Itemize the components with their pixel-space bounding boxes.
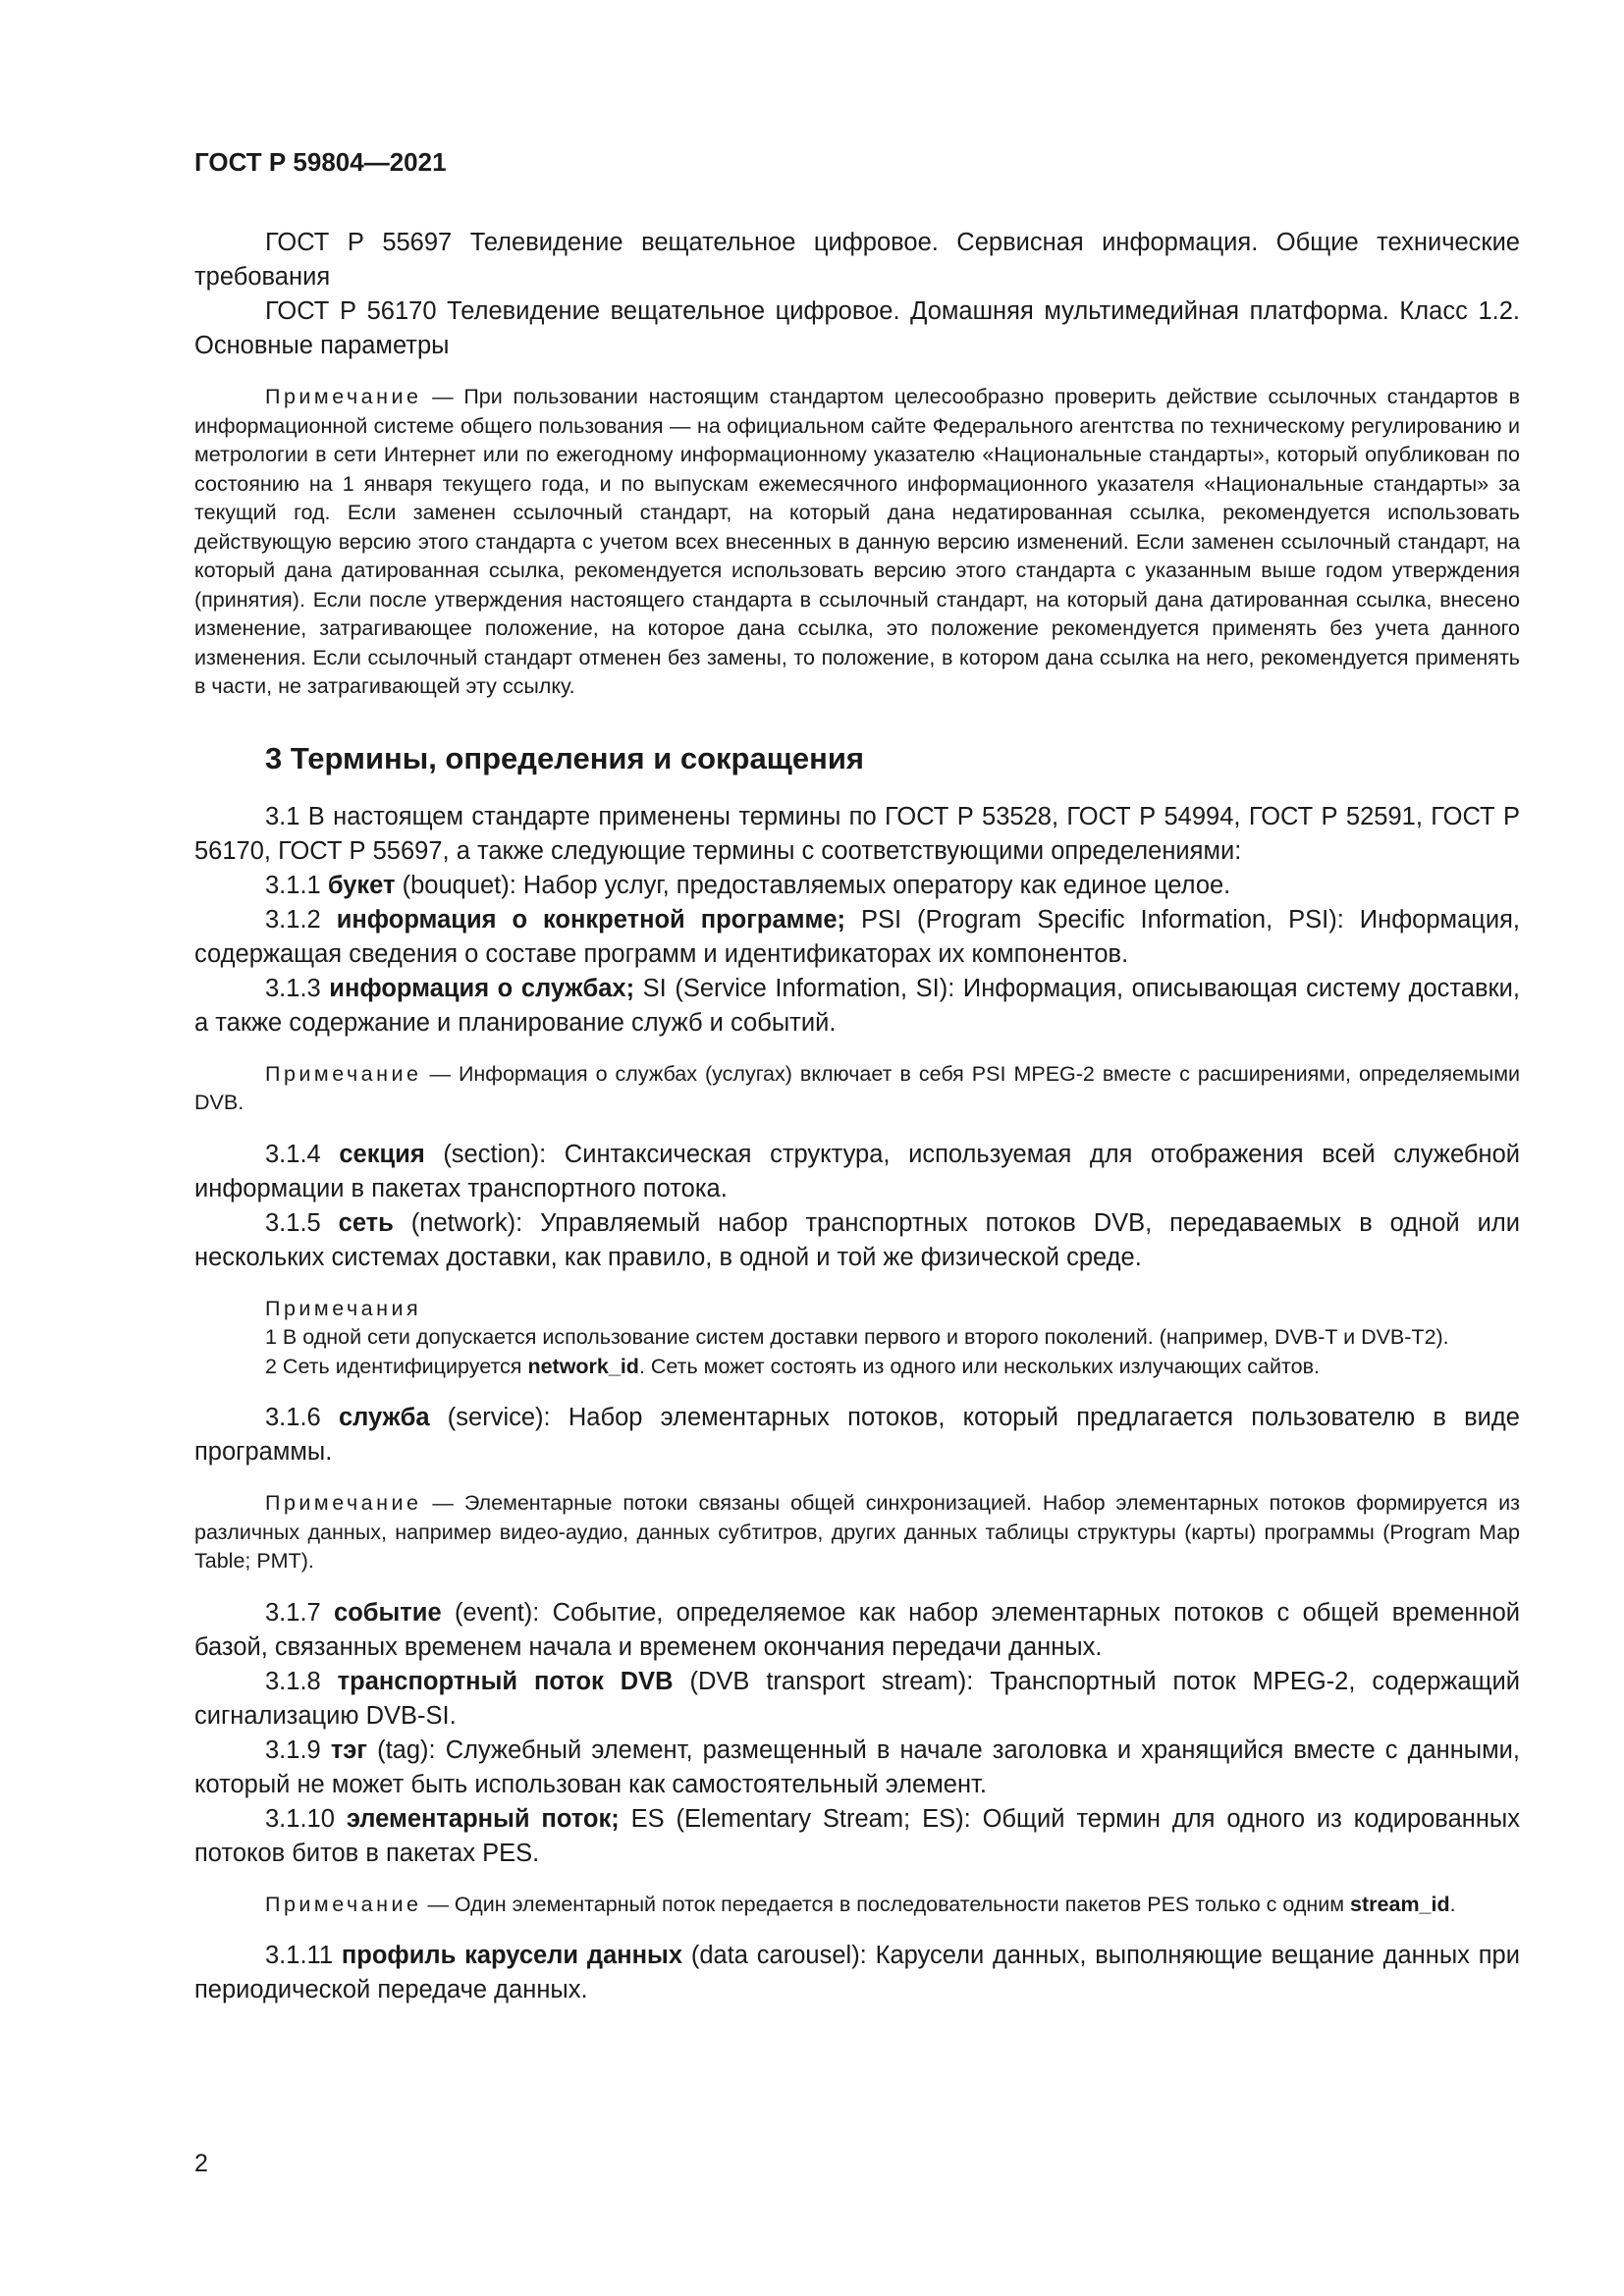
term-3-1-2	[194, 903, 1520, 972]
page-number: 2	[194, 2150, 208, 2177]
term-definition: (network): Управляемый набор транспортных потоков DVB, передаваемых в одной или нескольких системах доставки, как правило, в одной и той же физической среде.	[194, 1208, 1520, 1271]
term-number: 3.1.11	[265, 1942, 334, 1969]
term-definition: PSI (Program Specific Information, PSI): Информация, содержащая сведения о составе программ и идентификаторах их компонентов.	[194, 905, 1520, 968]
term-definition: (data carousel): Карусели данных, выполняющие вещание данных при периодической передаче данных.	[194, 1942, 1520, 2003]
term-3-1-8	[194, 1665, 1520, 1734]
term-name: событие	[334, 1598, 442, 1627]
note-text: — Элементарные потоки связаны общей синхронизацией. Набор элементарных потоков формируется из различных данных, например видео-аудио, данных субтитров, других данных таблицы структуры (карты) программы (Program Map Table; PMT).	[194, 1491, 1520, 1573]
term-definition: ES (Elementary Stream; ES): Общий термин для одного из кодированных потоков битов в пакетах PES.	[194, 1804, 1520, 1867]
term-definition: SI (Service Information, SI): Информация, описывающая систему доставки, а также содержание и планирование служб и событий.	[194, 974, 1520, 1037]
note-text: — Один элементарный поток передается в последовательности пакетов PES только с одним	[427, 1892, 1351, 1916]
note-code: stream_id	[1350, 1892, 1450, 1916]
term-name: букет	[327, 871, 396, 899]
term-number: 3.1.1	[265, 871, 321, 899]
notes-label-text: Примечания	[265, 1296, 422, 1320]
term-3-1-7	[194, 1596, 1520, 1665]
term-3-1-1	[194, 869, 1520, 903]
document-code-header: ГОСТ Р 59804—2021	[194, 147, 447, 177]
reference-gost-55697: ГОСТ Р 55697 Телевидение вещательное цифровое. Сервисная информация. Общие технические требования	[194, 229, 1520, 291]
term-3-1-6	[194, 1401, 1520, 1469]
note-3-1-3	[194, 1060, 1520, 1118]
term-3-1-5	[194, 1206, 1520, 1275]
note-3-1-5-2	[194, 1353, 1520, 1382]
note-3-1-10	[194, 1891, 1520, 1920]
note-text: — Информация о службах (услугах) включает в себя PSI MPEG-2 вместе с расширениями, определяемыми DVB.	[194, 1061, 1520, 1114]
term-name: профиль карусели данных	[341, 1942, 683, 1969]
term-name: транспортный поток DVB	[337, 1667, 674, 1695]
notes-label	[194, 1295, 1520, 1324]
term-number: 3.1.7	[265, 1598, 321, 1627]
note-label: Примечание	[265, 385, 422, 408]
term-name: информация о службах;	[329, 974, 635, 1002]
term-definition: (DVB transport stream): Транспортный поток MPEG-2, содержащий сигнализацию DVB-SI.	[194, 1667, 1520, 1730]
page-content	[194, 226, 1520, 2007]
term-number: 3.1.6	[265, 1404, 321, 1431]
term-3-1-11	[194, 1939, 1520, 2007]
note-text: .	[1449, 1892, 1456, 1916]
term-name: информация о конкретной программе;	[336, 905, 846, 934]
note-label: Примечание	[265, 1061, 422, 1086]
paragraph-3-1: 3.1 В настоящем стандарте применены термины по ГОСТ Р 53528, ГОСТ Р 54994, ГОСТ Р 52591, ГОСТ Р 56170, ГОСТ Р 55697, а также следующие термины с соответствующими определениями:	[194, 802, 1520, 865]
term-3-1-3	[194, 972, 1520, 1041]
note-3-1-6	[194, 1489, 1520, 1576]
note-text: — При пользовании настоящим стандартом целесообразно проверить действие ссылочных стандартов в информационной системе общего пользования — на официальном сайте Федерального агентства по техническому регулированию и метрологии в сети Интернет или по ежегодному информационному указателю «Национальные стандарты», который опубликован по состоянию на 1 января текущего года, и по выпускам ежемесячного информационного указателя «Национальные стандарты» за текущий год. Если заменен ссылочный стандарт, на который дана недатированная ссылка, рекомендуется использовать действующую версию этого стандарта с учетом всех внесенных в данную версию изменений. Если заменен ссылочный стандарт, на который дана датированная ссылка, рекомендуется использовать версию этого стандарта с указанным выше годом утверждения (принятия). Если после утверждения настоящего стандарта в ссылочный стандарт, на который дана датированная ссылка, внесено изменение, затрагивающее положение, на которое дана ссылка, это положение рекомендуется применять без учета данного изменения. Если ссылочный стандарт отменен без замены, то положение, в котором дана ссылка на него, рекомендуется применять в части, не затрагивающей эту ссылку.	[194, 385, 1520, 698]
note-text: 2 Сеть идентифицируется	[265, 1354, 528, 1378]
term-definition: (section): Синтаксическая структура, используемая для отображения всей служебной информации в пакетах транспортного потока.	[194, 1140, 1520, 1202]
term-3-1-9	[194, 1734, 1520, 1802]
section-heading: 3 Термины, определения и сокращения	[265, 740, 864, 775]
note-3-1-5-1: 1 В одной сети допускается использование систем доставки первого и второго поколений. (например, DVB-T и DVB-T2).	[265, 1325, 1449, 1349]
term-3-1-10	[194, 1802, 1520, 1871]
term-definition: (tag): Служебный элемент, размещенный в начале заголовка и хранящийся вместе с данными, который не может быть использован как самостоятельный элемент.	[194, 1735, 1520, 1798]
term-number: 3.1.2	[265, 905, 321, 934]
term-number: 3.1.3	[265, 974, 321, 1002]
term-name: элементарный поток;	[346, 1804, 620, 1833]
term-name: секция	[339, 1140, 425, 1168]
note-label: Примечание	[265, 1892, 422, 1916]
term-definition: (event): Событие, определяемое как набор элементарных потоков с общей временной базой, связанных временем начала и временем окончания передачи данных.	[194, 1598, 1520, 1661]
note-code: network_id	[527, 1354, 639, 1378]
term-name: тэг	[330, 1735, 368, 1764]
term-name: служба	[338, 1404, 430, 1431]
term-definition: (bouquet): Набор услуг, предоставляемых оператору как единое целое.	[395, 871, 1231, 899]
term-3-1-4	[194, 1138, 1520, 1206]
term-definition: (service): Набор элементарных потоков, который предлагается пользователю в виде программы.	[194, 1404, 1520, 1466]
term-name: сеть	[338, 1208, 394, 1237]
term-number: 3.1.5	[265, 1208, 321, 1237]
term-number: 3.1.8	[265, 1667, 321, 1695]
note-label: Примечание	[265, 1491, 422, 1515]
reference-gost-56170: ГОСТ Р 56170 Телевидение вещательное цифровое. Домашняя мультимедийная платформа. Класс 1.2. Основные параметры	[194, 297, 1520, 359]
note-references	[194, 383, 1520, 702]
term-number: 3.1.10	[265, 1804, 335, 1833]
term-number: 3.1.9	[265, 1735, 321, 1764]
note-text: . Сеть может состоять из одного или нескольких излучающих сайтов.	[638, 1354, 1320, 1378]
term-number: 3.1.4	[265, 1140, 321, 1168]
